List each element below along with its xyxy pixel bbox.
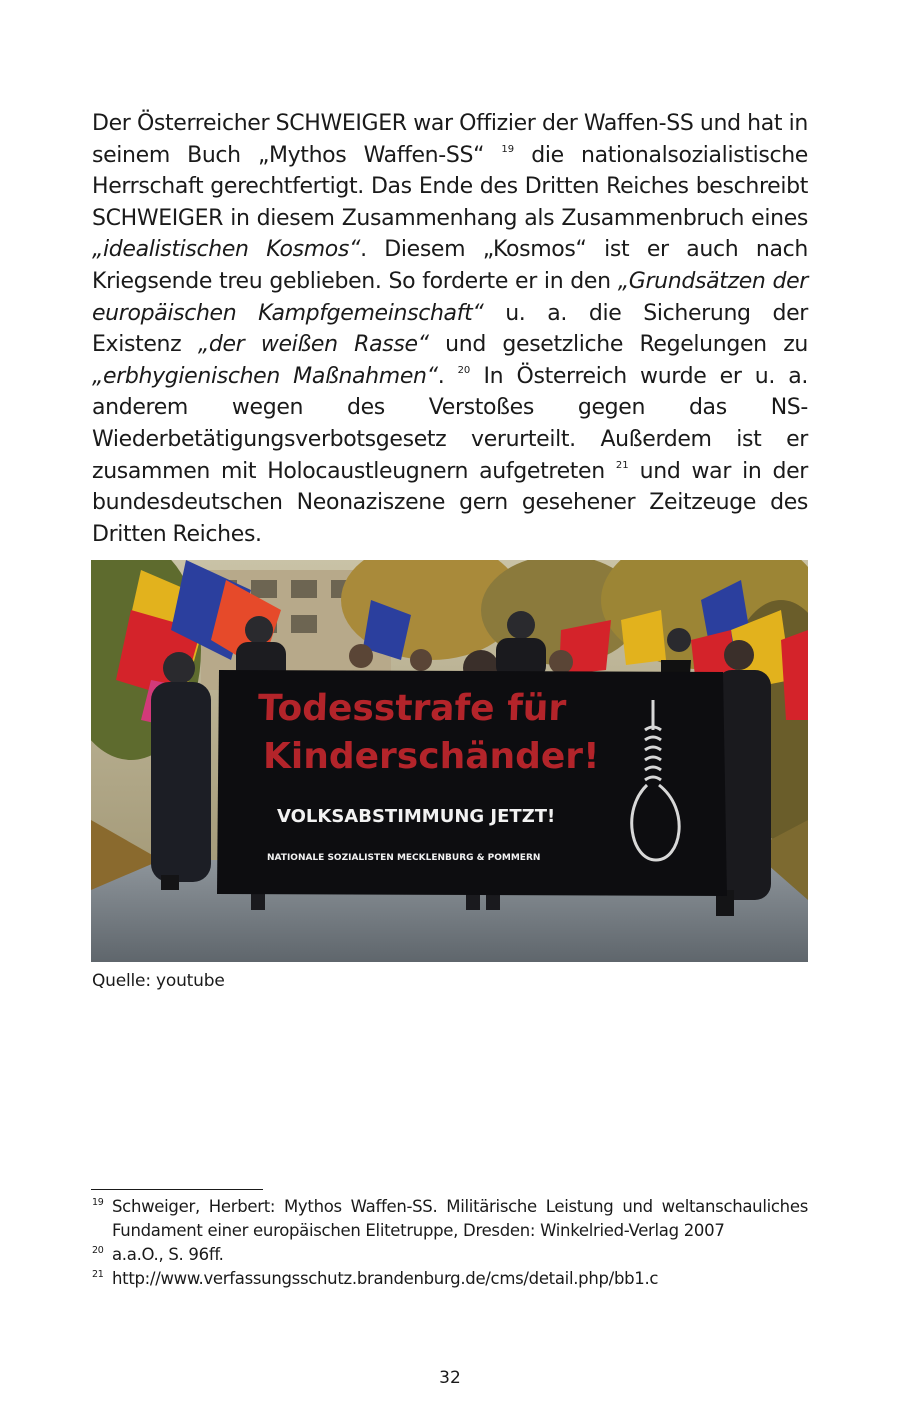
body-text-segment: u. a. die Sicherung der Existenz bbox=[92, 300, 808, 358]
banner-slogan-line1: Todesstrafe für bbox=[257, 688, 567, 729]
quote-idealistischer-kosmos: „idealistischen Kosmos“ bbox=[92, 237, 361, 263]
body-text-segment: . Diesem „Kosmos“ ist er auch nach Kriegsende treu geblieben. So forderte er in den bbox=[92, 237, 808, 294]
photo-caption: Quelle: youtube bbox=[92, 971, 225, 991]
footnotes bbox=[92, 1195, 808, 1291]
footnote-text: a.a.O., S. 96ff. bbox=[112, 1245, 224, 1264]
footnote-number: 20 bbox=[92, 1245, 104, 1256]
quote-erbhygienisch: „erbhygienischen Maßnahmen“ bbox=[92, 363, 438, 389]
footnote-number: 21 bbox=[92, 1269, 104, 1280]
banner-slogan-line3: VOLKSABSTIMMUNG JETZT! bbox=[277, 806, 556, 827]
demonstration-photo bbox=[91, 560, 808, 962]
page-number: 32 bbox=[439, 1368, 461, 1388]
body-text-segment: . bbox=[437, 363, 458, 389]
footnote-19 bbox=[92, 1195, 808, 1243]
footnote-link[interactable]: http://www.verfassungsschutz.brandenburg.de/cms/detail.php/bb1.c bbox=[112, 1269, 659, 1288]
quote-weisse-rasse: „der weißen Rasse“ bbox=[197, 332, 429, 358]
body-text-segment: Der Österreicher SCHWEIGER war Offizier der Waffen-SS und hat in seinem Buch „Mythos Waffen-SS“ bbox=[92, 111, 808, 168]
body-text-segment: und war in der bundesdeutschen Neonaziszene gern gesehener Zeitzeuge des Dritten Reiches. bbox=[92, 458, 808, 547]
body-text-segment: und gesetzliche Regelungen zu bbox=[428, 332, 808, 358]
footnote-ref-20[interactable]: 20 bbox=[457, 364, 471, 376]
body-paragraph bbox=[92, 108, 808, 550]
body-text-segment: die nationalsozialistische Herrschaft gerechtfertigt. Das Ende des Dritten Reiches beschreibt SCHWEIGER in diesem Zusammenhang als Zusammenbruch eines bbox=[92, 142, 808, 231]
quote-grundsaetze: „Grundsätzen der europäischen Kampfgemeinschaft“ bbox=[92, 268, 808, 326]
footnote-divider bbox=[91, 1189, 263, 1190]
footnote-21 bbox=[92, 1267, 808, 1291]
footnote-number: 19 bbox=[92, 1197, 104, 1208]
body-text-segment: In Österreich wurde er u. a. anderem wegen des Verstoßes gegen das NS-Wiederbetätigungsverbotsgesetz verurteilt. Außerdem ist er zusammen mit Holocaustleugnern aufgetreten bbox=[92, 363, 808, 484]
footnote-ref-19[interactable]: 19 bbox=[501, 143, 515, 155]
banner-slogan-line2: Kinderschänder! bbox=[263, 736, 600, 777]
footnote-ref-21[interactable]: 21 bbox=[615, 459, 629, 471]
banner-slogan-line4: NATIONALE SOZIALISTEN MECKLENBURG & POMMERN bbox=[267, 853, 541, 863]
footnote-text: Schweiger, Herbert: Mythos Waffen-SS. Militärische Leistung und weltanschauliches Fundament einer europäischen Elitetruppe, Dresden: Winkelried-Verlag 2007 bbox=[112, 1197, 808, 1240]
footnote-20 bbox=[92, 1243, 808, 1267]
